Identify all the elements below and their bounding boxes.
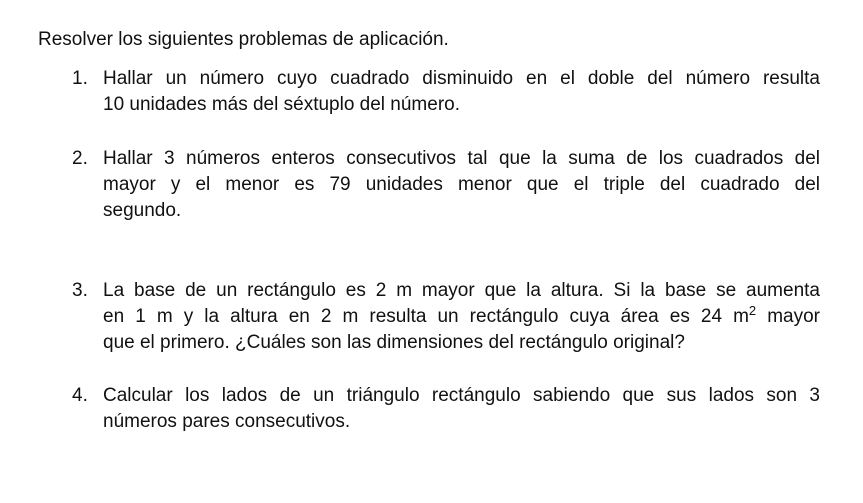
problem-line: mayor y el menor es 79 unidades menor que el triple del cuadrado del bbox=[103, 174, 820, 195]
problem-number: 4. bbox=[72, 385, 88, 406]
area-text-tail: mayor bbox=[756, 306, 820, 327]
problem-number: 3. bbox=[72, 280, 88, 301]
problem-number: 1. bbox=[72, 68, 88, 89]
problem-1 bbox=[72, 66, 820, 118]
problem-line: que el primero. ¿Cuáles son las dimensiones del rectángulo original? bbox=[103, 332, 685, 353]
problem-number: 2. bbox=[72, 148, 88, 169]
area-text: en 1 m y la altura en 2 m resulta un rectángulo cuya área es 24 m bbox=[103, 306, 749, 327]
problem-line: Hallar un número cuyo cuadrado disminuido en el doble del número resulta bbox=[103, 68, 820, 89]
problem-line: Calcular los lados de un triángulo rectángulo sabiendo que sus lados son 3 bbox=[103, 385, 820, 406]
instructions-heading: Resolver los siguientes problemas de aplicación. bbox=[38, 29, 449, 50]
problem-line-with-superscript bbox=[103, 304, 820, 330]
problem-text bbox=[103, 278, 820, 356]
square-exponent: 2 bbox=[748, 303, 757, 318]
problem-text bbox=[103, 66, 820, 118]
problem-2 bbox=[72, 146, 820, 224]
problem-4 bbox=[72, 383, 820, 435]
problem-text bbox=[103, 383, 820, 435]
problem-3 bbox=[72, 278, 820, 356]
problem-line: 10 unidades más del séxtuplo del número. bbox=[103, 94, 461, 115]
problem-line: La base de un rectángulo es 2 m mayor que la altura. Si la base se aumenta bbox=[103, 280, 820, 301]
problem-line: segundo. bbox=[103, 200, 182, 221]
problem-text bbox=[103, 146, 820, 224]
problem-line: Hallar 3 números enteros consecutivos tal que la suma de los cuadrados del bbox=[103, 148, 820, 169]
problem-line: números pares consecutivos. bbox=[103, 411, 351, 432]
